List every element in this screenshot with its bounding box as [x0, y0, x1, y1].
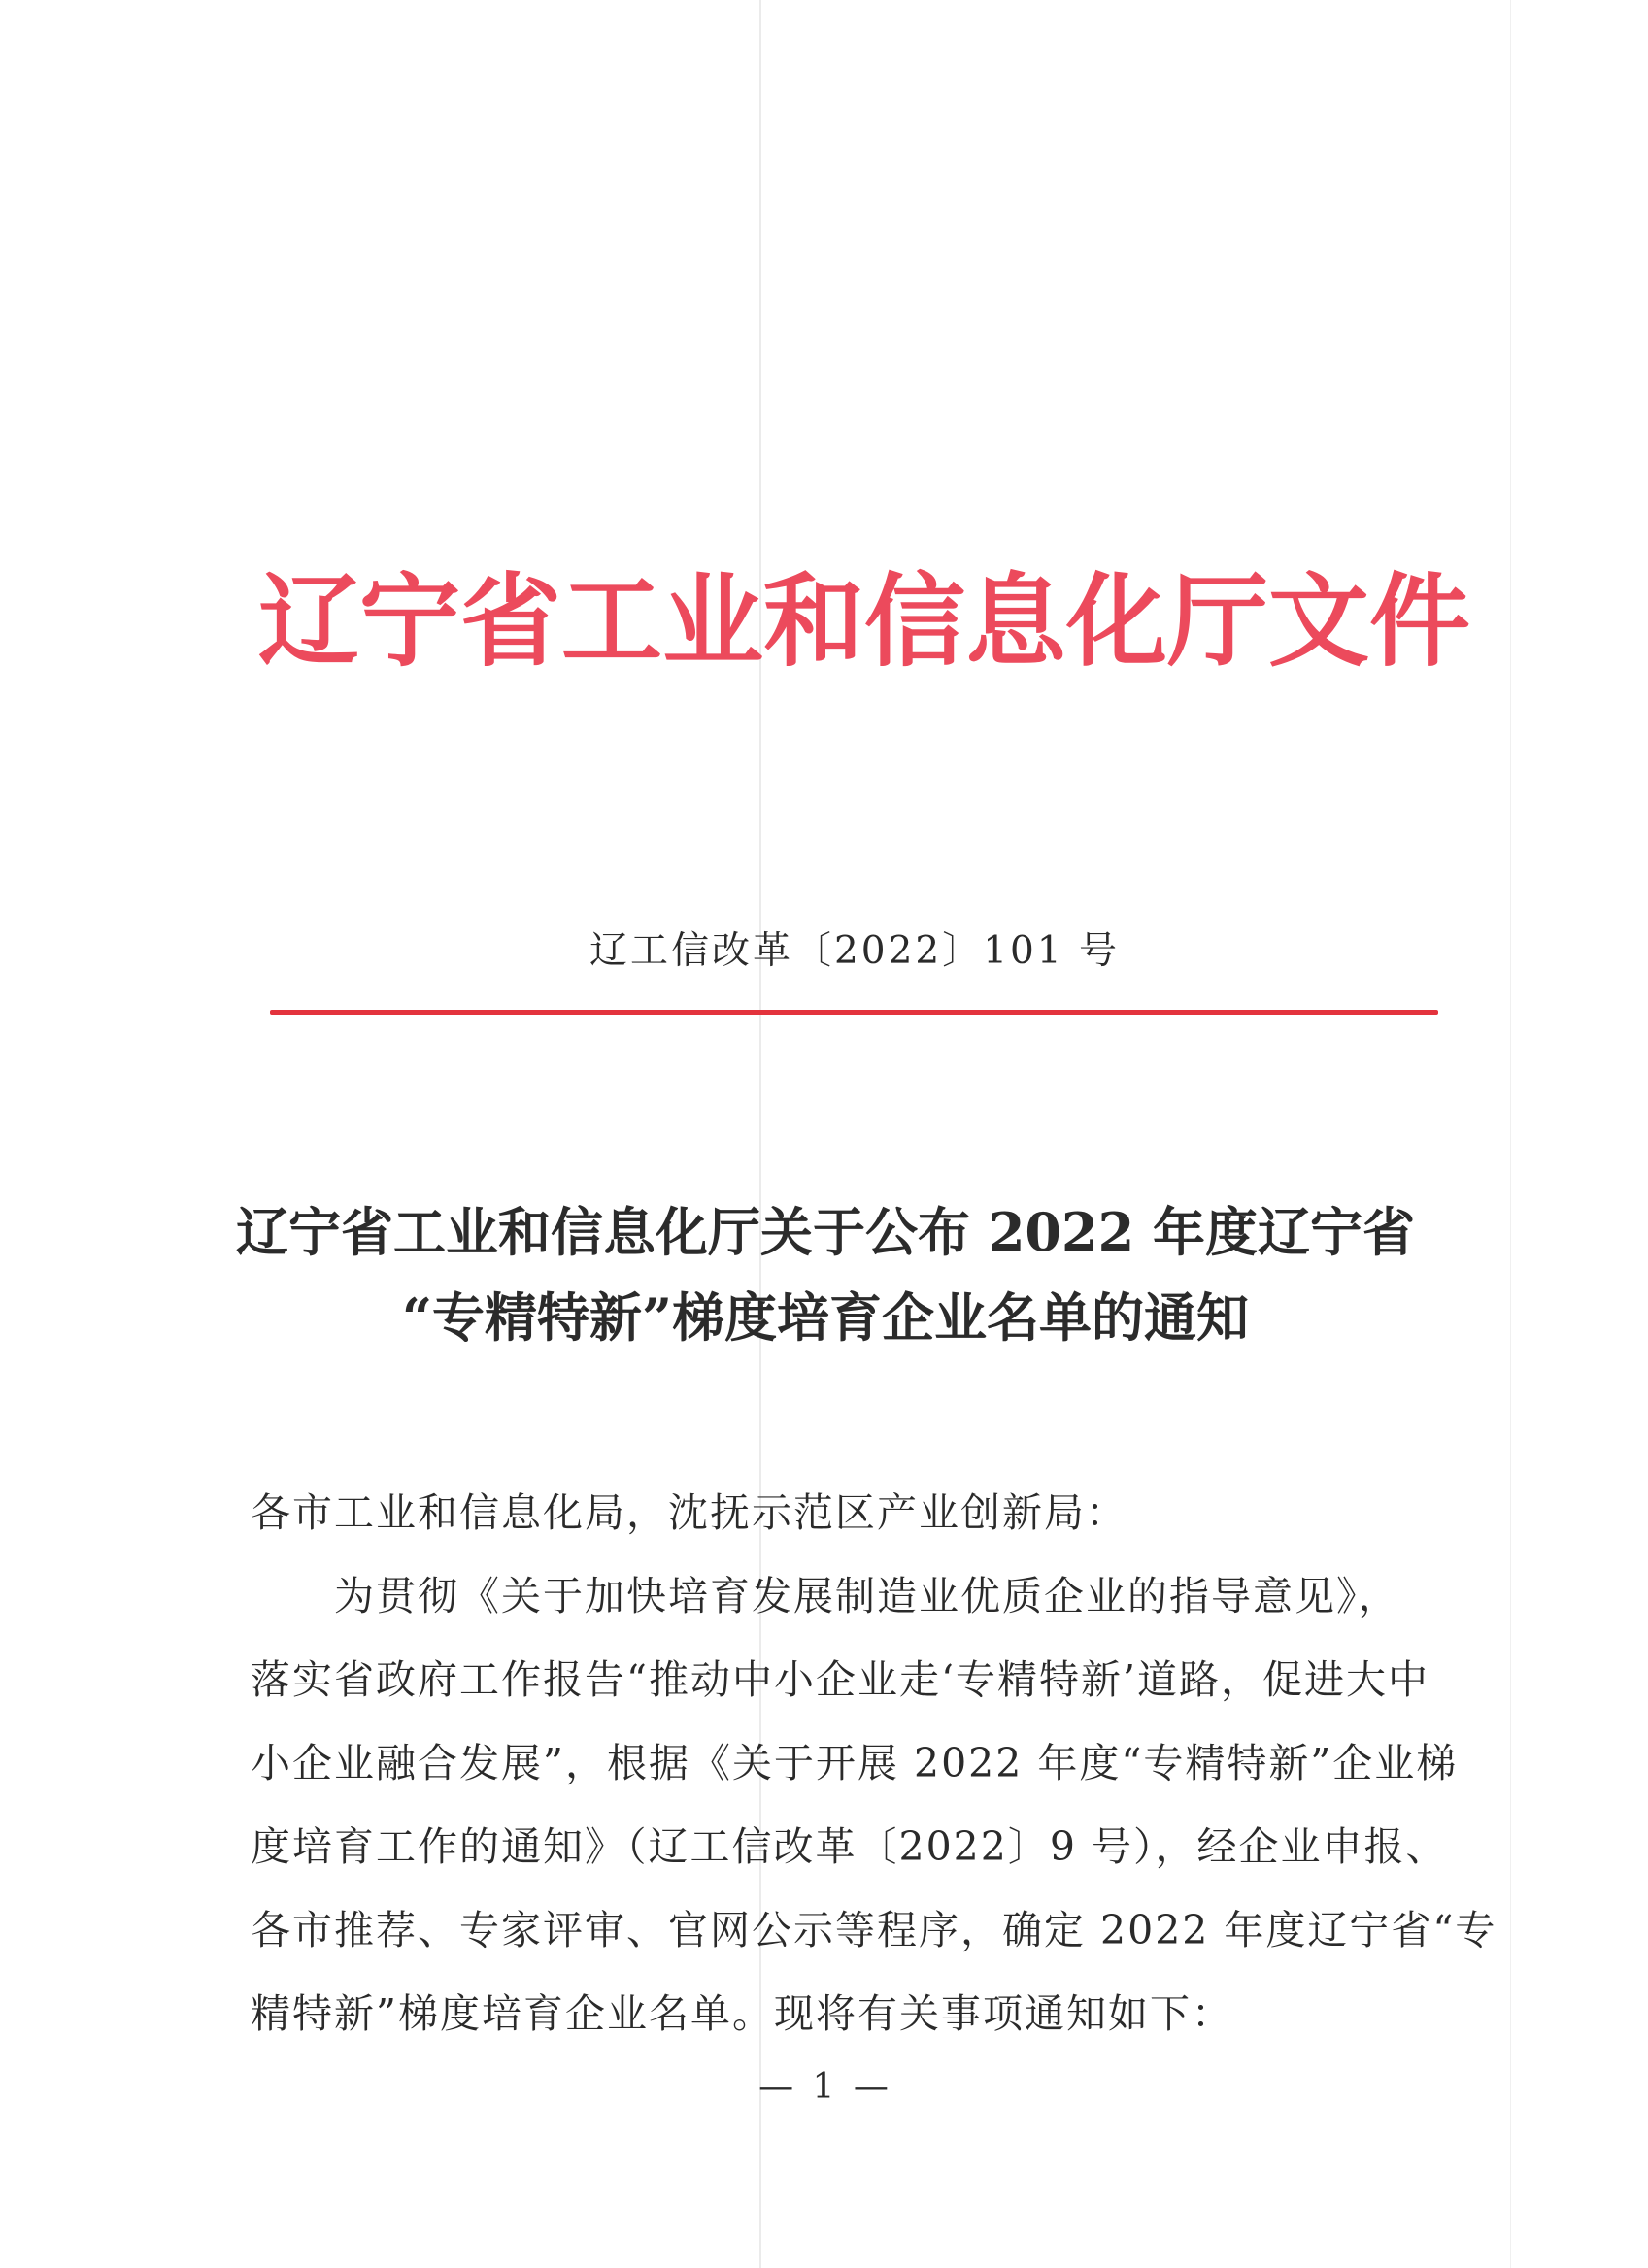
- addressee: 各市工业和信息化局，沈抚示范区产业创新局：: [251, 1489, 1127, 1536]
- paragraph-line: 各市推荐、专家评审、官网公示等程序，确定 2022 年度辽宁省“专: [251, 1907, 1497, 1953]
- paragraph-line: 精特新”梯度培育企业名单。现将有关事项通知如下：: [251, 1990, 1233, 2037]
- paragraph-line: 为贯彻《关于加快培育发展制造业优质企业的指导意见》，: [334, 1573, 1400, 1619]
- title-line: “专精特新”梯度培育企业名单的通知: [401, 1286, 1250, 1349]
- paragraph-line: 度培育工作的通知》（辽工信改革〔2022〕9 号），经企业申报、: [251, 1823, 1448, 1870]
- scan-crease: [1510, 0, 1511, 2268]
- title-line: 辽宁省工业和信息化厅关于公布 2022 年度辽宁省: [236, 1201, 1415, 1263]
- document-body: [251, 1471, 1497, 2055]
- document-masthead: 辽宁省工业和信息化厅文件: [257, 561, 1470, 681]
- page-number: — 1 —: [758, 2067, 892, 2107]
- red-divider-rule: [270, 1010, 1438, 1015]
- document-number: 辽工信改革〔2022〕101 号: [589, 929, 1121, 973]
- paragraph-line: 小企业融合发展”，根据《关于开展 2022 年度“专精特新”企业梯: [251, 1740, 1459, 1786]
- document-title: [194, 1189, 1457, 1360]
- paragraph-line: 落实省政府工作报告“推动中小企业走‘专精特新’道路，促进大中: [251, 1656, 1430, 1703]
